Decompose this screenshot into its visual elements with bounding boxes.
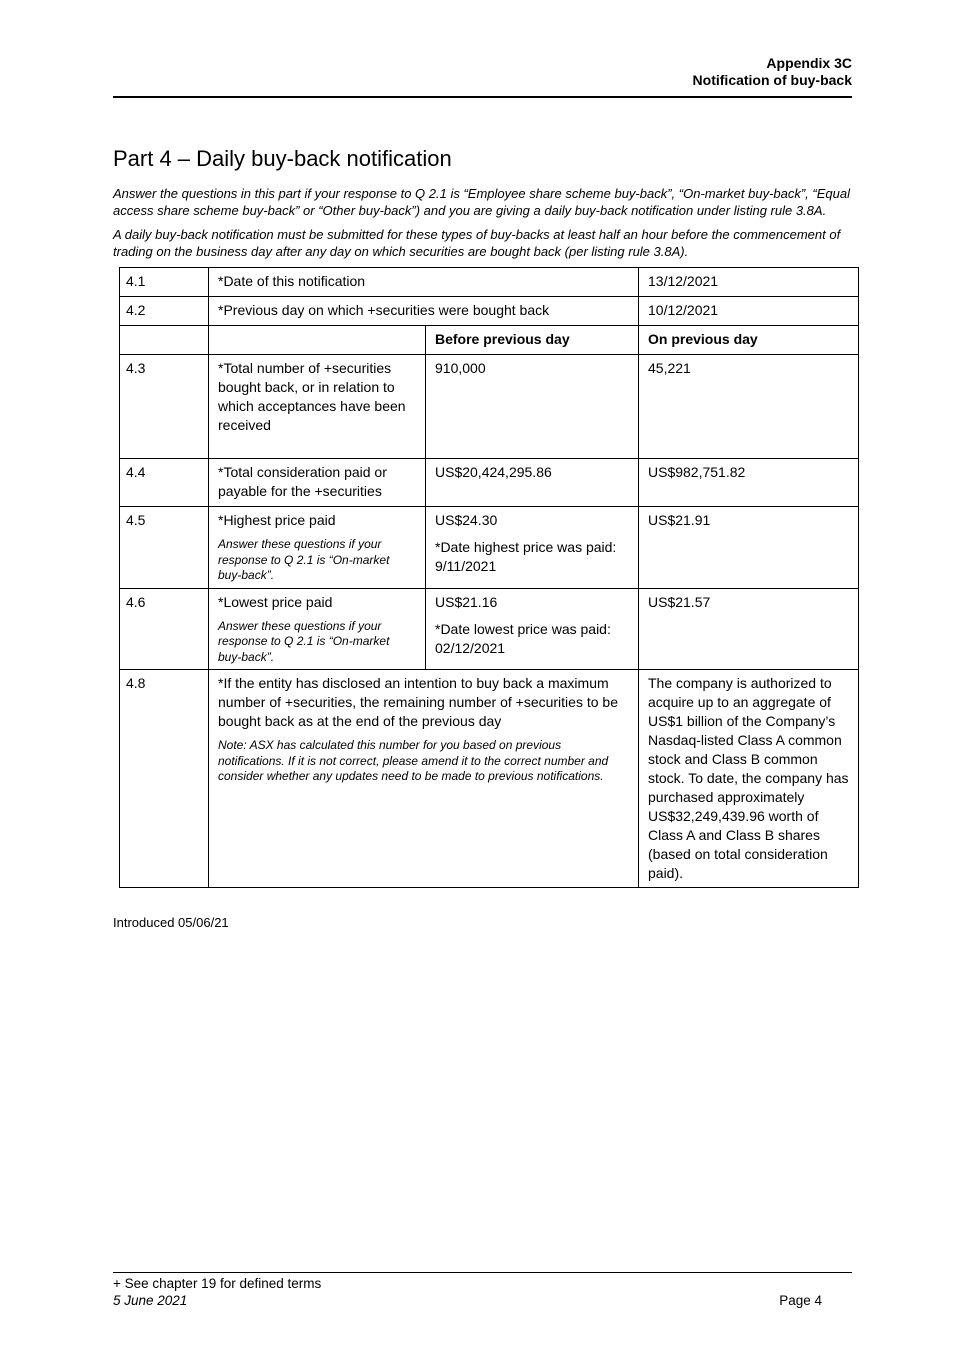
- question-cell: [209, 670, 639, 888]
- answer-previous-day: 10/12/2021: [639, 297, 859, 326]
- highest-price-date: *Date highest price was paid: 9/11/2021: [435, 539, 617, 574]
- column-header-row: [120, 326, 859, 355]
- row-4-4: [120, 459, 859, 507]
- question-number: 4.8: [120, 670, 209, 888]
- lowest-price-date: *Date lowest price was paid: 02/12/2021: [435, 620, 611, 656]
- question-note: Answer these questions if your response to Q 2.1 is “On-market buy-back”.: [218, 618, 390, 664]
- empty-cell: [120, 326, 209, 355]
- question-text: *Total consideration paid or payable for the +securities: [209, 459, 426, 507]
- row-4-8: [120, 670, 859, 888]
- document-subtitle: Notification of buy-back: [692, 72, 852, 88]
- answer-lowest-price-before-cell: [426, 588, 639, 670]
- question-text: *If the entity has disclosed an intention to buy back a maximum number of +securities, the remaining number of +securities to be bought back as at the end of the previous day: [218, 675, 618, 729]
- row-4-1: [120, 268, 859, 297]
- introduced-note: Introduced 05/06/21: [113, 915, 229, 930]
- question-number: 4.2: [120, 297, 209, 326]
- footer-second-row: [113, 1293, 852, 1310]
- answer-highest-price-on: US$21.91: [639, 507, 859, 589]
- empty-cell: [209, 326, 426, 355]
- buyback-notification-table: [119, 267, 859, 888]
- answer-total-consideration-before: US$20,424,295.86: [426, 459, 639, 507]
- document-footer: [113, 1272, 852, 1309]
- page-number: Page 4: [779, 1292, 822, 1308]
- appendix-label: Appendix 3C: [766, 55, 852, 71]
- answer-total-consideration-on: US$982,751.82: [639, 459, 859, 507]
- column-header-before-previous-day: Before previous day: [426, 326, 639, 355]
- part-title: Part 4 – Daily buy-back notification: [113, 146, 452, 171]
- question-note: Note: ASX has calculated this number for you based on previous notifications. If it is not correct, please amend it to the correct number and consider whether any updates need to be made to previous notifications.: [218, 738, 609, 783]
- question-cell: [209, 588, 426, 670]
- answer-lowest-price-on: US$21.57: [639, 588, 859, 670]
- question-number: 4.4: [120, 459, 209, 507]
- intro-paragraphs: [113, 185, 858, 260]
- question-number: 4.1: [120, 268, 209, 297]
- question-note: Answer these questions if your response to Q 2.1 is “On-market buy-back”.: [218, 537, 390, 582]
- answer-date-of-notification: 13/12/2021: [639, 268, 859, 297]
- lowest-price-before: US$21.16: [435, 593, 498, 610]
- document-header: [113, 55, 852, 98]
- answer-total-number-on: 45,221: [639, 355, 859, 459]
- defined-terms-note: + See chapter 19 for defined terms: [113, 1276, 322, 1291]
- row-4-3: [120, 355, 859, 459]
- question-cell: [209, 507, 426, 589]
- question-text: *Total number of +securities bought back, or in relation to which acceptances have been received: [209, 355, 426, 459]
- question-text: *Previous day on which +securities were bought back: [209, 297, 639, 326]
- highest-price-before: US$24.30: [435, 512, 498, 528]
- intro-paragraph-1: Answer the questions in this part if your response to Q 2.1 is “Employee share scheme buy-back”, “On-market buy-back”, “Equal access share scheme buy-back” or “Other buy-back”) and you are giving a daily buy-back notification under listing rule 3.8A.: [113, 186, 850, 218]
- question-number: 4.5: [120, 507, 209, 589]
- question-number: 4.3: [120, 355, 209, 459]
- question-number: 4.6: [120, 588, 209, 670]
- answer-total-number-before: 910,000: [426, 355, 639, 459]
- row-4-2: [120, 297, 859, 326]
- answer-remaining-securities: The company is authorized to acquire up to an aggregate of US$1 billion of the Company’s Nasdaq-listed Class A common stock and Class B common stock. To date, the company has purchased approximately US$32,249,439.96 worth of Class A and Class B shares (based on total consideration paid).: [639, 670, 859, 888]
- question-text: *Lowest price paid: [218, 593, 333, 610]
- column-header-on-previous-day: On previous day: [639, 326, 859, 355]
- question-text: *Highest price paid: [218, 512, 336, 528]
- document-body: [113, 146, 858, 944]
- answer-highest-price-before-cell: [426, 507, 639, 589]
- question-text: *Date of this notification: [209, 268, 639, 297]
- row-4-5: [120, 507, 859, 589]
- intro-paragraph-2: A daily buy-back notification must be submitted for these types of buy-backs at least half an hour before the commencement of trading on the business day after any day on which securities are bought back (per listing rule 3.8A).: [113, 227, 841, 259]
- footer-date: 5 June 2021: [113, 1292, 188, 1308]
- row-4-6: [120, 588, 859, 670]
